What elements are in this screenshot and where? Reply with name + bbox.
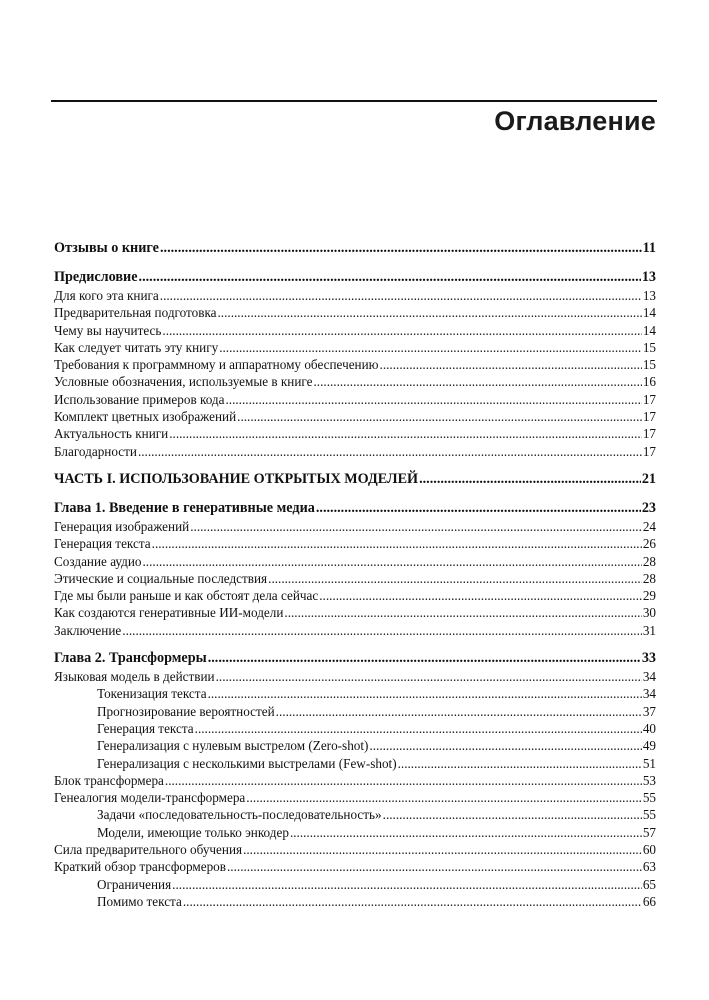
header-rule [51, 100, 657, 102]
dot-leader [225, 392, 641, 408]
toc-entry-page-number: 28 [642, 570, 656, 586]
toc-entry-section[interactable] [54, 409, 656, 426]
toc-entry-title: Как следует читать эту книгу [54, 339, 219, 355]
toc-entry-section[interactable] [54, 605, 656, 622]
dot-leader [122, 623, 642, 639]
dot-leader [219, 340, 642, 356]
toc-entry-section[interactable] [54, 773, 656, 790]
toc-entry-subsection[interactable] [54, 738, 656, 755]
toc-entry-page-number: 17 [642, 426, 656, 442]
toc-entry-title: Генерализация с нулевым выстрелом (Zero-shot) [97, 738, 369, 754]
dot-leader [183, 894, 642, 910]
toc-entry-section[interactable] [54, 444, 656, 461]
toc-entry-section[interactable] [54, 588, 656, 605]
toc-gap [54, 490, 656, 500]
dot-leader [237, 409, 642, 425]
dot-leader [139, 269, 641, 286]
toc-entry-subsection[interactable] [54, 807, 656, 824]
toc-entry-section[interactable] [54, 571, 656, 588]
toc-entry-subsection[interactable] [54, 756, 656, 773]
toc-entry-page-number: 16 [642, 374, 656, 390]
dot-leader [152, 536, 642, 552]
toc-entry-page-number: 29 [642, 588, 656, 604]
dot-leader [190, 519, 642, 535]
dot-leader [243, 842, 642, 858]
toc-entry-section[interactable] [54, 288, 656, 305]
toc-entry-title: Чему вы научитесь [54, 322, 162, 338]
toc-entry-title: Условные обозначения, используемые в книге [54, 374, 313, 390]
toc-entry-page-number: 31 [642, 622, 656, 638]
toc-entry-title: Создание аудио [54, 553, 142, 569]
toc-entry-page-number: 11 [642, 240, 656, 256]
page-title: Оглавление [494, 106, 656, 136]
dot-leader [383, 807, 642, 823]
toc-entry-section[interactable] [54, 374, 656, 391]
toc-entry-page-number: 51 [642, 755, 656, 771]
toc-entry-page-number: 23 [641, 499, 656, 516]
toc-entry-title: Глава 2. Трансформеры [54, 650, 207, 667]
toc-entry-section[interactable] [54, 426, 656, 443]
dot-leader [268, 571, 642, 587]
dot-leader [208, 650, 641, 667]
dot-leader [316, 500, 641, 517]
toc-entry-title: Генеалогия модели-трансформера [54, 790, 246, 806]
toc-entry-title: Блок трансформера [54, 772, 164, 788]
toc-entry-subsection[interactable] [54, 686, 656, 703]
toc-entry-subsection[interactable] [54, 721, 656, 738]
dot-leader [314, 374, 642, 390]
toc-entry-page-number: 17 [642, 391, 656, 407]
dot-leader [160, 240, 642, 257]
toc-entry-title: Отзывы о книге [54, 240, 159, 256]
toc-entry-title: Благодарности [54, 443, 137, 459]
toc-entry-page-number: 37 [642, 703, 656, 719]
dot-leader [138, 444, 642, 460]
toc-entry-title: Прогнозирование вероятностей [97, 703, 275, 719]
toc-entry-title: Языковая модель в действии [54, 669, 215, 685]
toc-entry-page-number: 14 [642, 322, 656, 338]
toc-entry-title: Требования к программному и аппаратному обеспечению [54, 357, 379, 373]
toc-entry-subsection[interactable] [54, 877, 656, 894]
toc-entry-title: Предварительная подготовка [54, 305, 217, 321]
toc-entry-section[interactable] [54, 392, 656, 409]
toc-entry-page-number: 17 [642, 443, 656, 459]
toc-entry-page-number: 15 [642, 357, 656, 373]
toc-entry-page-number: 66 [642, 893, 656, 909]
toc-entry-page-number: 63 [642, 859, 656, 875]
toc-gap [54, 640, 656, 650]
toc-entry-page-number: 60 [642, 842, 656, 858]
dot-leader [246, 790, 642, 806]
toc-entry-page-number: 24 [642, 518, 656, 534]
dot-leader [162, 323, 641, 339]
toc-entry-title: Генерация текста [97, 720, 194, 736]
toc-entry-page-number: 33 [641, 650, 656, 667]
toc-entry-title: Помимо текста [97, 893, 182, 909]
toc-entry-title: Как создаются генеративные ИИ-модели [54, 605, 284, 621]
dot-leader [419, 471, 641, 488]
dot-leader [172, 877, 642, 893]
dot-leader [398, 756, 642, 772]
toc-entry-title: Где мы были раньше и как обстоят дела сейчас [54, 588, 319, 604]
toc-entry-title: Для кого эта книга [54, 288, 159, 303]
toc-entry-title: Ограничения [97, 876, 172, 892]
toc-entry-page-number: 65 [642, 876, 656, 892]
toc-entry-page-number: 57 [642, 824, 656, 840]
dot-leader [227, 859, 642, 875]
toc-entry-page-number: 13 [641, 269, 656, 285]
dot-leader [208, 686, 642, 702]
toc-entry-section[interactable] [54, 623, 656, 640]
toc-entry-page-number: 55 [642, 790, 656, 806]
toc-entry-title: Задачи «последовательность-последовательность» [97, 807, 382, 823]
toc-entry-section[interactable] [54, 669, 656, 686]
dot-leader [216, 669, 642, 685]
toc-entry-page-number: 14 [642, 305, 656, 321]
toc-entry-page-number: 21 [641, 470, 656, 487]
toc-entry-major[interactable] [54, 240, 656, 259]
dot-leader [380, 357, 642, 373]
toc-entry-subsection[interactable] [54, 894, 656, 911]
toc-entry-page-number: 30 [642, 605, 656, 621]
toc-entry-section[interactable] [54, 305, 656, 322]
toc-entry-page-number: 40 [642, 720, 656, 736]
toc-entry-section[interactable] [54, 859, 656, 876]
dot-leader [160, 288, 642, 304]
dot-leader [143, 554, 642, 570]
toc-entry-page-number: 28 [642, 553, 656, 569]
toc-entry-title: Актуальность книги [54, 426, 169, 442]
dot-leader [284, 605, 641, 621]
toc-entry-title: Генерация текста [54, 536, 151, 552]
toc-entry-page-number: 13 [642, 288, 656, 303]
toc-entry-section[interactable] [54, 340, 656, 357]
dot-leader [276, 704, 642, 720]
toc-entry-major[interactable] [54, 500, 656, 519]
toc-entry-page-number: 49 [642, 738, 656, 754]
toc-entry-title: Этические и социальные последствия [54, 570, 268, 586]
toc-entry-title: Предисловие [54, 269, 138, 285]
toc-entry-page-number: 55 [642, 807, 656, 823]
dot-leader [319, 588, 642, 604]
toc-entry-page-number: 53 [642, 772, 656, 788]
toc-entry-page-number: 15 [642, 339, 656, 355]
toc-entry-major[interactable] [54, 471, 656, 490]
toc-entry-page-number: 34 [642, 669, 656, 685]
toc-entry-title: ЧАСТЬ I. ИСПОЛЬЗОВАНИЕ ОТКРЫТЫХ МОДЕЛЕЙ [54, 470, 419, 487]
toc-entry-page-number: 26 [642, 536, 656, 552]
toc-entry-section[interactable] [54, 357, 656, 374]
toc-gap [54, 259, 656, 269]
toc-entry-title: Генерация изображений [54, 518, 190, 534]
toc-entry-section[interactable] [54, 519, 656, 536]
toc-entry-title: Заключение [54, 622, 122, 638]
dot-leader [165, 773, 642, 789]
toc-entry-major[interactable] [54, 650, 656, 669]
toc-entry-title: Использование примеров кода [54, 391, 225, 407]
dot-leader [195, 721, 642, 737]
dot-leader [218, 305, 642, 321]
toc-entry-section[interactable] [54, 554, 656, 571]
toc-entry-title: Краткий обзор трансформеров [54, 859, 226, 875]
toc-entry-section[interactable] [54, 790, 656, 807]
toc-entry-page-number: 34 [642, 686, 656, 702]
toc-entry-title: Сила предварительного обучения [54, 842, 243, 858]
toc-gap [54, 461, 656, 471]
toc-entry-section[interactable] [54, 323, 656, 340]
dot-leader [290, 825, 642, 841]
toc-entry-title: Модели, имеющие только энкодер [97, 824, 289, 840]
toc-entry-title: Глава 1. Введение в генеративные медиа [54, 499, 315, 516]
toc-entry-section[interactable] [54, 536, 656, 553]
toc-entry-title: Токенизация текста [97, 686, 207, 702]
toc-entry-title: Генерализация с несколькими выстрелами (Few-shot) [97, 755, 397, 771]
dot-leader [169, 426, 642, 442]
toc-entry-subsection[interactable] [54, 825, 656, 842]
toc-entry-major[interactable] [54, 269, 656, 288]
toc-entry-page-number: 17 [642, 409, 656, 425]
toc-entry-section[interactable] [54, 842, 656, 859]
table-of-contents [54, 240, 656, 911]
dot-leader [369, 738, 641, 754]
toc-entry-title: Комплект цветных изображений [54, 409, 237, 425]
toc-entry-subsection[interactable] [54, 704, 656, 721]
